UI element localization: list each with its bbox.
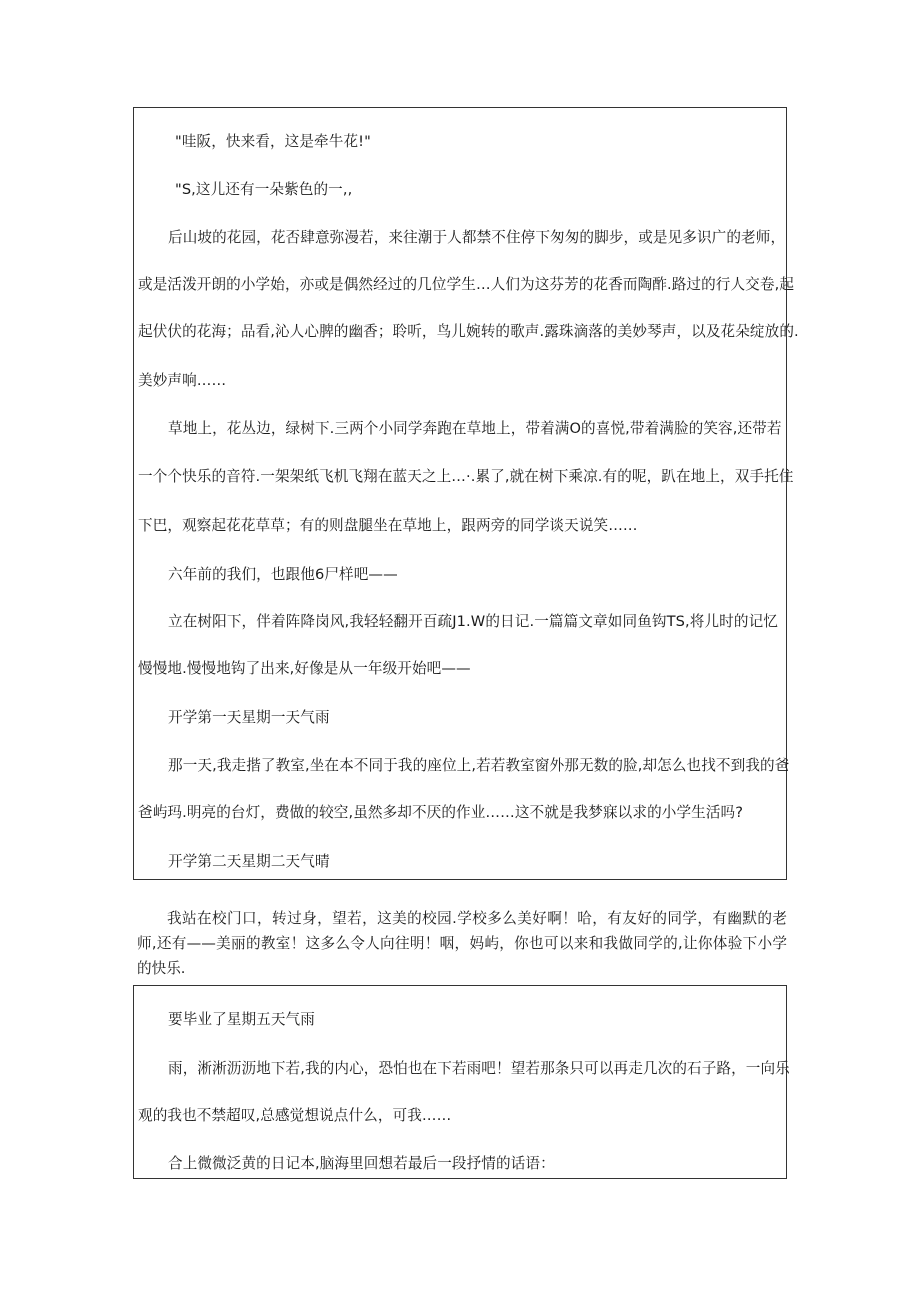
paragraph-line: 美妙声响……	[138, 372, 227, 389]
quote-line: "S,这儿还有一朵紫色的一,,	[175, 181, 353, 198]
paragraph-line: 六年前的我们，也跟他6尸样吧——	[168, 566, 398, 583]
paragraph-line: 爸屿玛.明亮的台灯，费做的较空,虽然多却不厌的作业……这不就是我梦寐以求的小学生活吗?	[138, 804, 744, 821]
paragraph-line: 慢慢地.慢慢地钩了出来,好像是从一年级开始吧——	[138, 660, 471, 677]
diary-entry-heading: 开学第二天星期二天气晴	[168, 853, 330, 870]
quote-line: "哇阪，快来看，这是牵牛花!"	[175, 133, 371, 150]
paragraph-line: 师,还有——美丽的教室！这多么令人向往明！咽，妈屿，你也可以来和我做同学的,让你体验下小学	[137, 935, 787, 952]
paragraph-line: 雨，淅淅沥沥地下若,我的内心，恐怕也在下若雨吧！望若那条只可以再走几次的石子路，一向乐	[168, 1060, 790, 1077]
diary-entry-heading: 要毕业了星期五天气雨	[168, 1011, 315, 1028]
paragraph-line: 立在树阳下，伴着阵降岗风,我轻轻翻开百疏J1.W的日记.一篇篇文章如同鱼钩TS,将儿时的记忆	[168, 613, 778, 630]
paragraph-line: 下巴，观察起花花草草；有的则盘腿坐在草地上，跟两旁的同学谈天说笑……	[138, 517, 638, 534]
diary-entry-heading: 开学第一天星期一天气雨	[168, 709, 330, 726]
paragraph-line: 一个个快乐的音符.一架架纸飞机飞翔在蓝天之上…·.累了,就在树下乘凉.有的呢，趴在地上，双手托住	[138, 468, 794, 485]
diary-excerpt-box-2	[133, 985, 790, 1179]
paragraph-line: 合上微微泛黄的日记本,脑海里回想若最后一段抒情的话语：	[168, 1155, 555, 1172]
diary-excerpt-box-1	[133, 107, 799, 880]
paragraph-line: 起伏伏的花海；品看,沁人心脾的幽香；聆听，鸟儿婉转的歌声.露珠滴落的美妙琴声，以及花朵绽放的.	[138, 323, 799, 340]
paragraph-line: 后山坡的花园，花否肆意弥漫若，来往潮于人都禁不住停下匆匆的脚步，或是见多识广的老师，	[168, 229, 786, 246]
paragraph-line: 草地上，花丛边，绿树下.三两个小同学奔跑在草地上，带着满O的喜悦,带着满脸的笑容,还带若	[168, 420, 782, 437]
paragraph-line: 那一天,我走揩了教室,坐在本不同于我的座位上,若若教室窗外那无数的脸,却怎么也找不到我的爸	[168, 757, 790, 774]
paragraph-line: 我站在校门口，转过身，望若，这美的校园.学校多么美好啊！哈，有友好的同学，有幽默的老	[167, 910, 787, 927]
paragraph-line: 观的我也不禁超叹,总感觉想说点什么，可我……	[138, 1107, 452, 1124]
paragraph-line: 或是活泼开朗的小学始，亦或是偶然经过的几位学生…人们为这芬芳的花香而陶酢.路过的行人交卷,起	[138, 276, 795, 293]
paragraph-line: 的快乐.	[137, 960, 186, 977]
